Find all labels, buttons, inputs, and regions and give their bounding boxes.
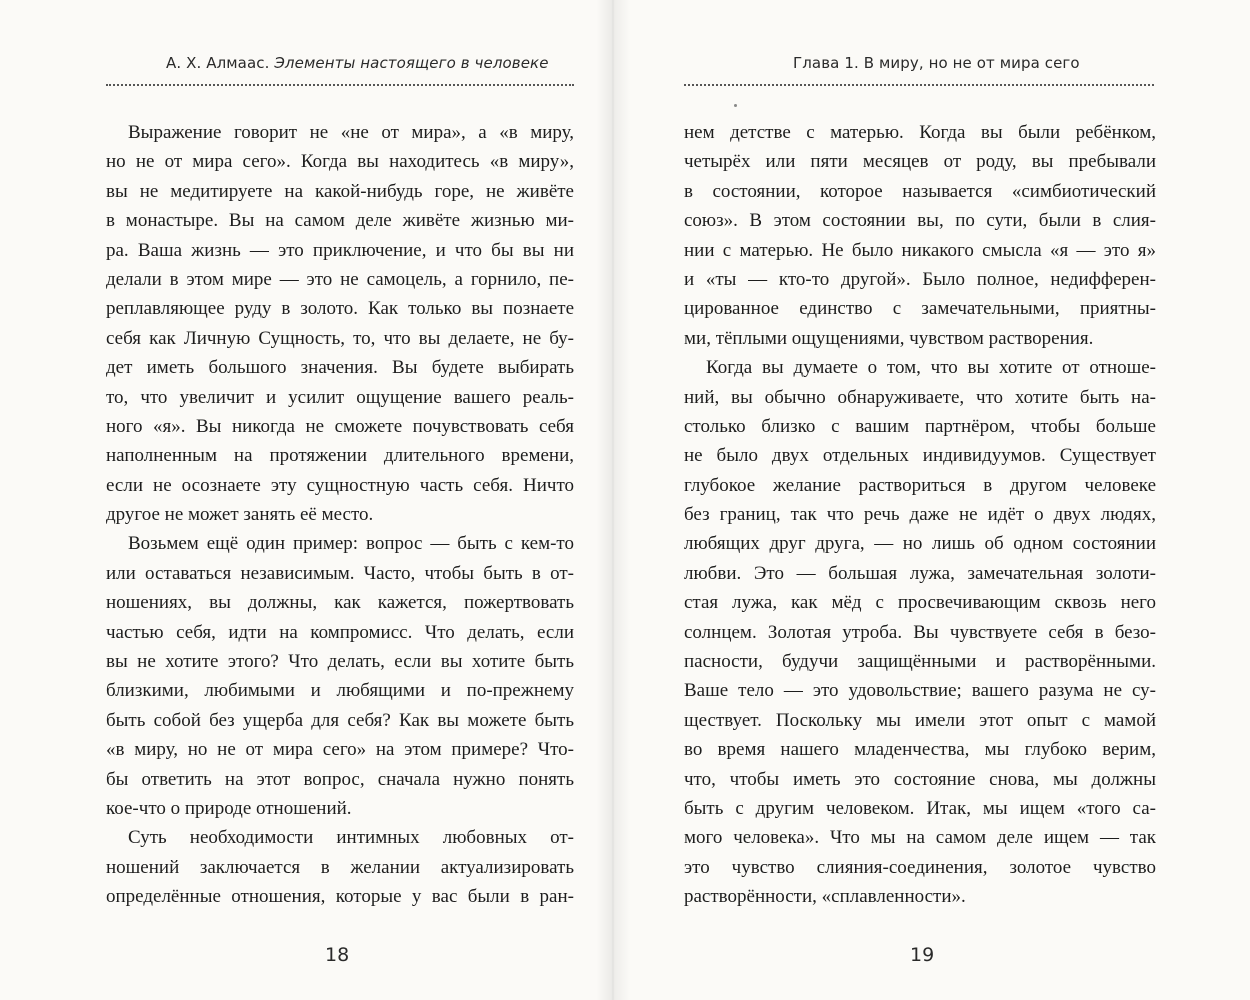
right-running-head: Глава 1. В миру, но не от мира сего	[793, 54, 1080, 72]
text-line: вы не медитируете на какой-нибудь горе, не живёте	[106, 180, 574, 202]
text-line: реплавляющее руду в золото. Как только вы познаете	[106, 298, 574, 320]
text-line: или оставаться независимым. Часто, чтобы быть в от-	[106, 562, 574, 584]
text-line: кое-что о природе отношений.	[106, 797, 352, 819]
text-line: близкими, любимыми и любящими и по-прежнему	[106, 680, 574, 702]
text-line: дет иметь большого значения. Вы будете выбирать	[106, 357, 574, 379]
text-line: определённые отношения, которые у вас были в ран-	[106, 886, 574, 908]
left-body-text	[106, 118, 574, 912]
text-line: «в миру, но не от мира сего» на этом примере? Что-	[106, 739, 574, 761]
text-line: себя как Личную Сущность, то, что вы делаете, не бу-	[106, 327, 574, 349]
left-header-dotted-rule	[106, 84, 574, 86]
text-line: ношений заключается в желании актуализировать	[106, 856, 574, 878]
text-line: Когда вы думаете о том, что вы хотите от отноше-	[706, 357, 1156, 379]
text-line: Суть необходимости интимных любовных от-	[128, 827, 574, 849]
running-head-author: А. Х. Алмаас.	[166, 54, 270, 72]
left-page-number: 18	[325, 944, 350, 966]
text-line: не было двух отдельных индивидуумов. Существует	[684, 445, 1156, 467]
text-line: нии с матерью. Не было никакого смысла «я — это я»	[684, 239, 1156, 261]
right-page-number: 19	[910, 944, 935, 966]
right-page	[612, 0, 1250, 1000]
text-line: если не осознаете эту сущностную часть себя. Ничто	[106, 474, 574, 496]
text-line: столько близко с вашим партнёром, чтобы больше	[684, 415, 1156, 437]
text-line: стая лужа, как мёд с просвечивающим сквозь него	[684, 592, 1156, 614]
text-line: мого человека». Что мы на самом деле ищем — так	[684, 827, 1156, 849]
text-line: без границ, так что речь даже не идёт о двух людях,	[684, 504, 1156, 526]
text-line: солнцем. Золотая утроба. Вы чувствуете себя в безо-	[684, 621, 1156, 643]
text-line: цированное единство с замечательными, приятны-	[684, 298, 1156, 320]
text-line: во время нашего младенчества, мы глубоко верим,	[684, 739, 1156, 761]
text-line: любящих друг друга, — но лишь об одном состоянии	[684, 533, 1156, 555]
text-line: нем детстве с матерью. Когда вы были ребёнком,	[684, 122, 1156, 143]
text-line: но не от мира сего». Когда вы находитесь «в миру»,	[106, 151, 574, 173]
right-body-text	[684, 118, 1156, 912]
text-line: то, что увеличит и усилит ощущение вашего реаль-	[106, 386, 574, 408]
text-line: бы ответить на этот вопрос, сначала нужно понять	[106, 768, 574, 790]
text-line: частью себя, идти на компромисс. Что делать, если	[106, 621, 574, 643]
text-line: ра. Ваша жизнь — это приключение, и что бы вы ни	[106, 239, 574, 261]
text-line: Ваше тело — это удовольствие; вашего разума не су-	[684, 680, 1156, 702]
text-line: быть собой без ущерба для себя? Как вы можете быть	[106, 709, 574, 731]
text-line: что, чтобы иметь это состояние снова, мы должны	[684, 768, 1156, 790]
text-line: быть с другим человеком. Итак, мы ищем «того са-	[684, 797, 1156, 819]
text-line: другое не может занять её место.	[106, 504, 374, 526]
text-line: наполненным на протяжении длительного времени,	[106, 445, 574, 467]
text-line: это чувство слияния-соединения, золотое чувство	[684, 856, 1156, 878]
text-line: вы не хотите этого? Что делать, если вы хотите быть	[106, 651, 574, 673]
print-speck	[734, 104, 737, 107]
right-header-dotted-rule	[684, 84, 1154, 86]
left-running-head	[166, 54, 549, 72]
text-line: любви. Это — большая лужа, замечательная золоти-	[684, 562, 1156, 584]
text-line: пасности, будучи защищёнными и растворёнными.	[684, 651, 1156, 673]
left-page	[0, 0, 612, 1000]
text-line: союз». В этом состоянии вы, по сути, были в слия-	[684, 210, 1156, 232]
text-line: ществует. Поскольку мы имели этот опыт с мамой	[684, 709, 1156, 731]
running-head-book-title: Элементы настоящего в человеке	[274, 54, 549, 72]
text-line: в монастыре. Вы на самом деле живёте жизнью ми-	[106, 210, 574, 232]
text-line: и «ты — кто-то другой». Было полное, недифферен-	[684, 268, 1156, 290]
text-line: глубокое желание раствориться в другом человеке	[684, 474, 1156, 496]
text-line: четырёх или пяти месяцев от роду, вы пребывали	[684, 151, 1156, 173]
text-line: ного «я». Вы никогда не сможете почувствовать себя	[106, 415, 574, 437]
text-line: растворённости, «сплавленности».	[684, 886, 966, 908]
text-line: ний, вы обычно обнаруживаете, что хотите быть на-	[684, 386, 1156, 408]
text-line: Возьмем ещё один пример: вопрос — быть с кем-то	[128, 533, 574, 555]
text-line: Выражение говорит не «не от мира», а «в миру,	[128, 122, 574, 143]
text-line: делали в этом мире — это не самоцель, а горнило, пе-	[106, 268, 574, 290]
text-line: ношениях, вы должны, как кажется, пожертвовать	[106, 592, 574, 614]
text-line: в состоянии, которое называется «симбиотический	[684, 180, 1156, 202]
text-line: ми, тёплыми ощущениями, чувством растворения.	[684, 327, 1094, 349]
